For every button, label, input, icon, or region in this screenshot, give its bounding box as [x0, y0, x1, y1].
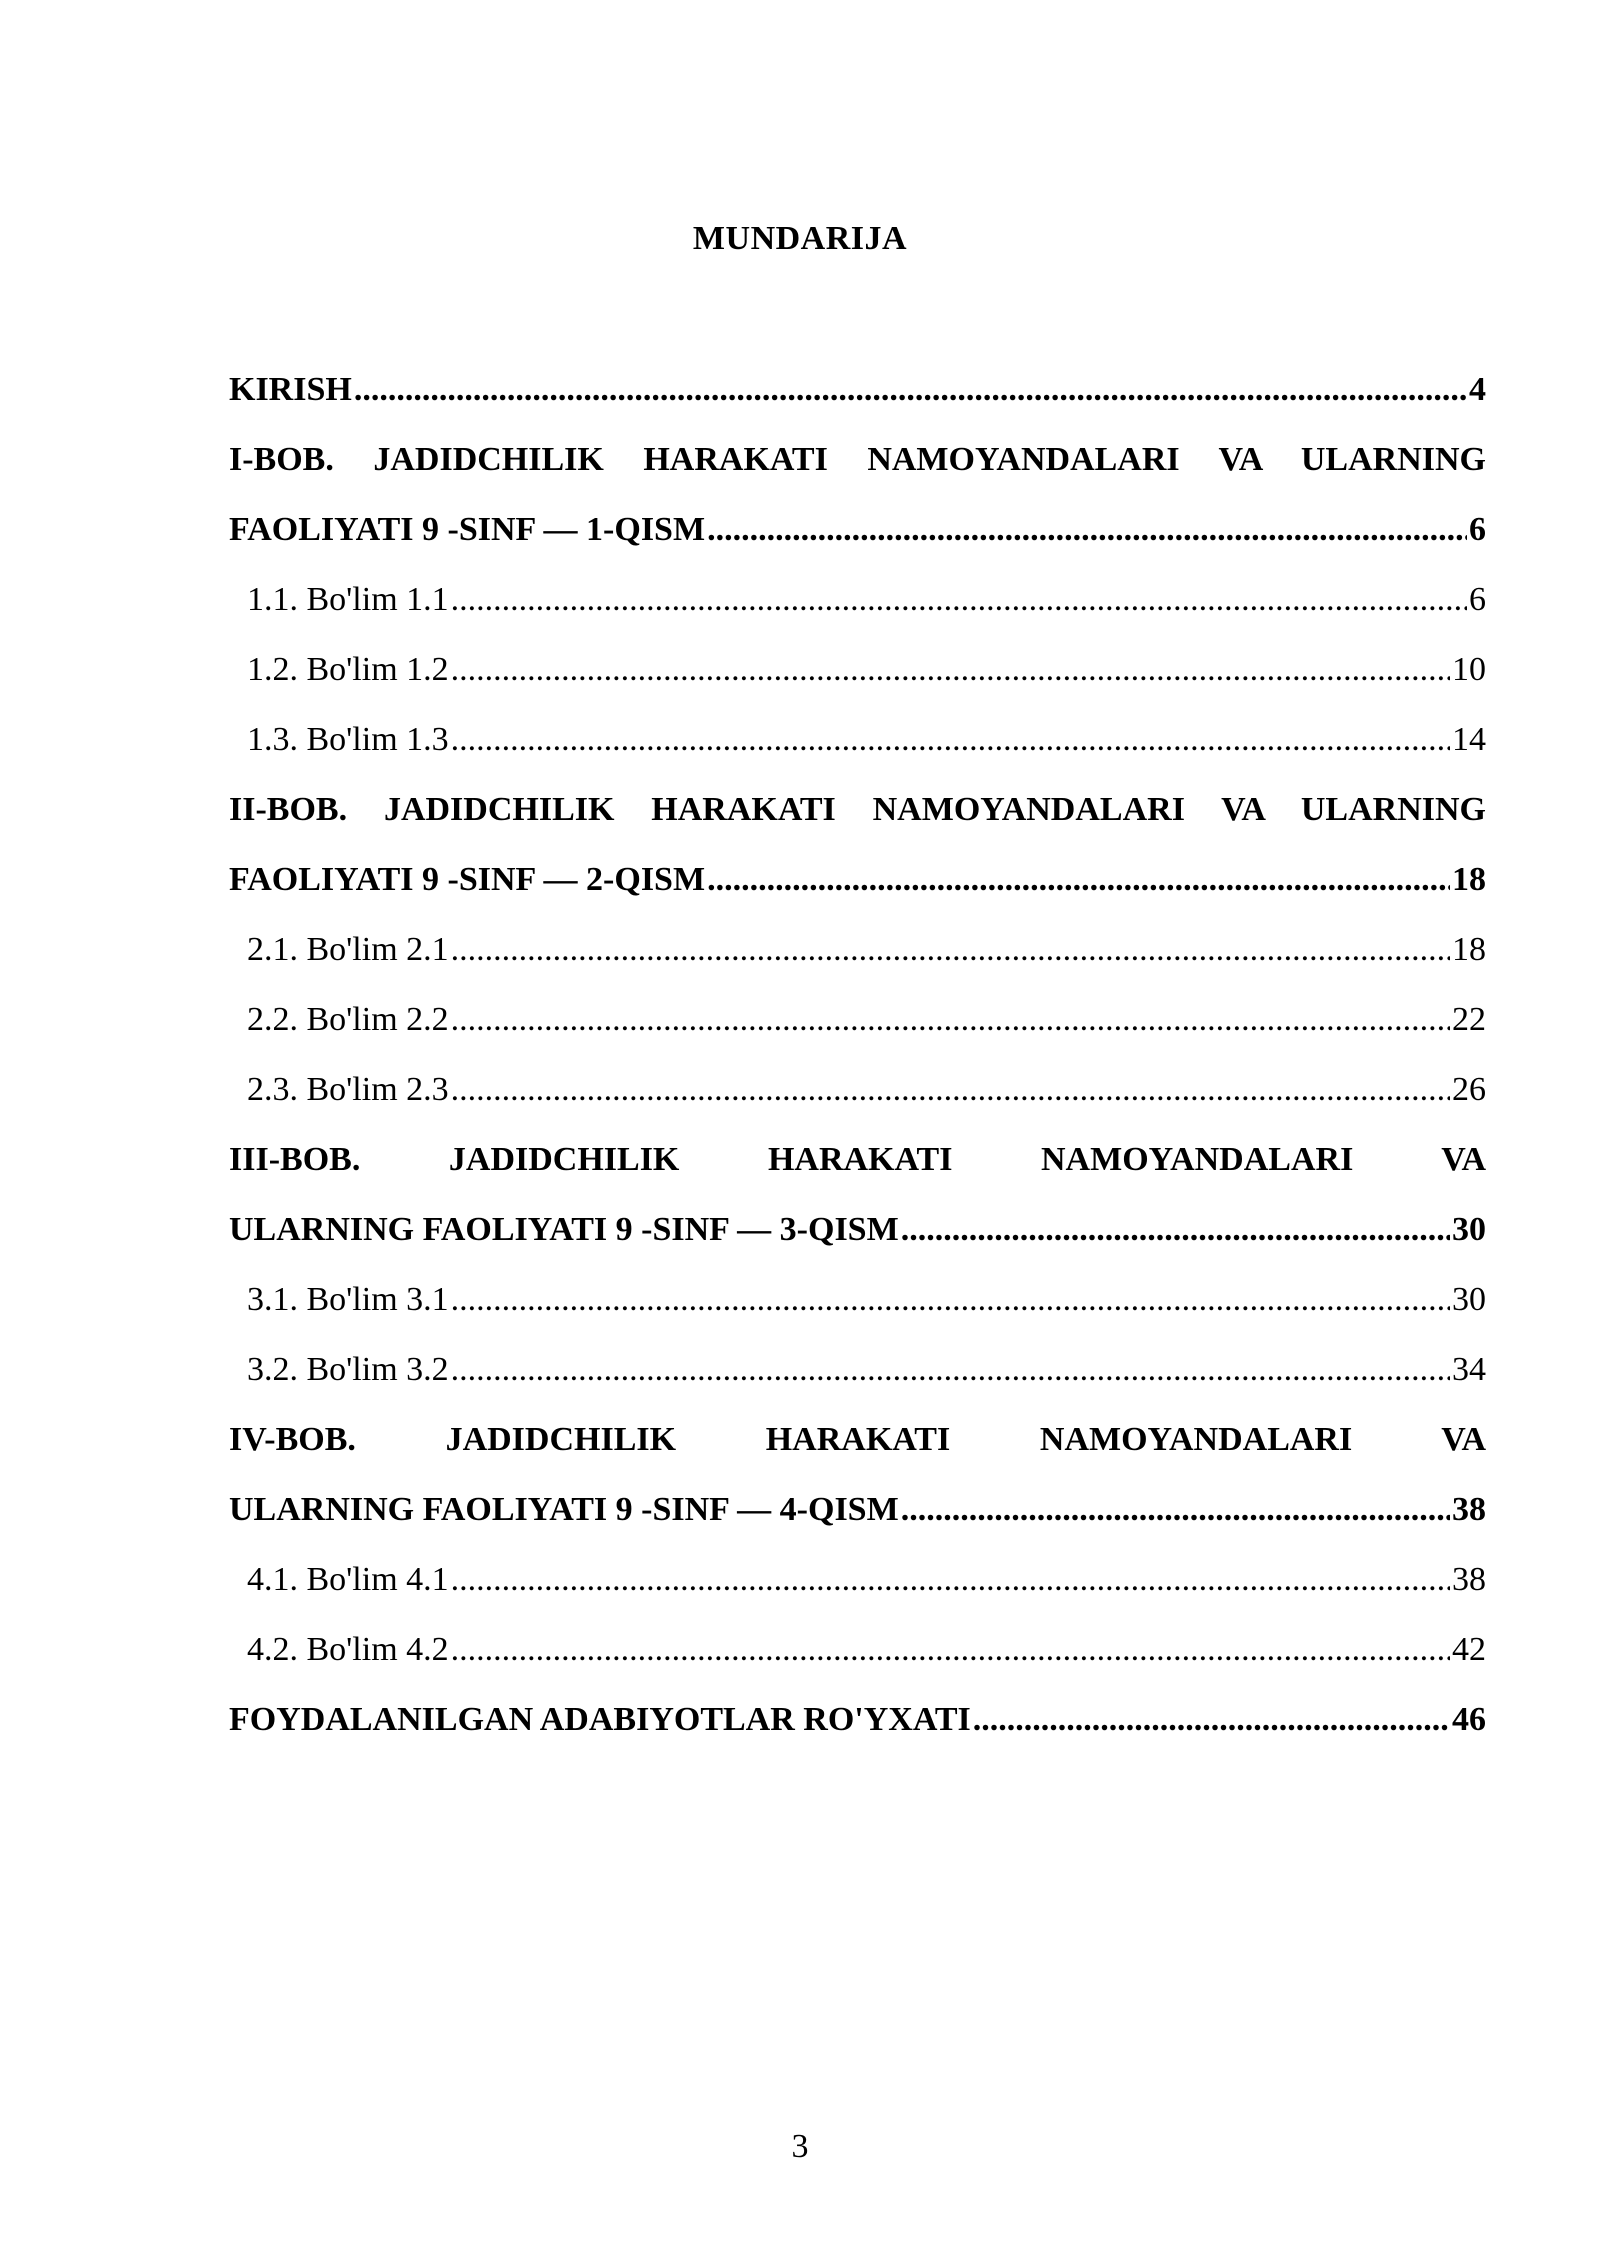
toc-entry-chapter-4[interactable] [229, 1405, 1486, 1545]
toc-page-number: 38 [1452, 1491, 1486, 1528]
dot-leader [451, 915, 1450, 985]
toc-entry-label-line-2: ULARNING FAOLIYATI 9 -SINF — 4-QISM [229, 1491, 899, 1528]
dot-leader [451, 1055, 1450, 1125]
toc-entry-chapter-1[interactable] [229, 425, 1486, 565]
toc-page-number: 38 [1452, 1561, 1486, 1598]
toc-entry-section-4-2[interactable] [229, 1615, 1486, 1685]
toc-entry-label: 1.3. Bo'lim 1.3 [247, 721, 449, 758]
toc-entry-label-line-1: IV-BOB. JADIDCHILIK HARAKATI NAMOYANDALARI VA [229, 1421, 1486, 1458]
toc-page-number: 18 [1452, 931, 1486, 968]
page-title: MUNDARIJA [692, 220, 908, 257]
toc-entry-section-2-3[interactable] [229, 1055, 1486, 1125]
toc-entry-section-4-1[interactable] [229, 1545, 1486, 1615]
page-number: 3 [791, 2128, 809, 2165]
toc-page-number: 30 [1452, 1211, 1486, 1248]
dot-leader [451, 985, 1450, 1055]
toc-entry-label: 1.1. Bo'lim 1.1 [247, 581, 449, 618]
toc-page-number: 10 [1452, 651, 1486, 688]
toc-entry-chapter-2[interactable] [229, 775, 1486, 915]
toc-page-number: 6 [1469, 581, 1486, 618]
toc-entry-label-line-1: III-BOB. JADIDCHILIK HARAKATI NAMOYANDALARI VA [229, 1141, 1486, 1178]
toc-entry-section-1-2[interactable] [229, 635, 1486, 705]
toc-page-number: 18 [1452, 861, 1486, 898]
dot-leader [451, 635, 1450, 705]
dot-leader [973, 1685, 1450, 1755]
toc-page-number: 14 [1452, 721, 1486, 758]
toc-entry-label: 1.2. Bo'lim 1.2 [247, 651, 449, 688]
dot-leader [451, 1615, 1450, 1685]
toc-entry-label: 4.2. Bo'lim 4.2 [247, 1631, 449, 1668]
toc-entry-kirish[interactable] [229, 355, 1486, 425]
toc-entry-label: 2.1. Bo'lim 2.1 [247, 931, 449, 968]
toc-page-number: 30 [1452, 1281, 1486, 1318]
toc-page-number: 42 [1452, 1631, 1486, 1668]
dot-leader [707, 845, 1450, 915]
toc-entry-section-1-1[interactable] [229, 565, 1486, 635]
toc-page-number: 4 [1469, 371, 1486, 408]
toc-entry-section-2-2[interactable] [229, 985, 1486, 1055]
toc-entry-label-line-2: FAOLIYATI 9 -SINF — 1-QISM [229, 511, 706, 548]
toc-entry-section-1-3[interactable] [229, 705, 1486, 775]
toc-entry-label-line-1: II-BOB. JADIDCHILIK HARAKATI NAMOYANDALARI VA ULARNING [229, 791, 1486, 828]
dot-leader [451, 705, 1450, 775]
toc-page-number: 34 [1452, 1351, 1486, 1388]
toc-entry-section-3-1[interactable] [229, 1265, 1486, 1335]
toc-entry-section-3-2[interactable] [229, 1335, 1486, 1405]
dot-leader [901, 1475, 1450, 1545]
toc-entry-label: KIRISH [229, 371, 352, 408]
toc-entry-label: FOYDALANILGAN ADABIYOTLAR RO'YXATI [229, 1701, 971, 1738]
dot-leader [451, 565, 1467, 635]
dot-leader [451, 1265, 1450, 1335]
toc-entry-chapter-3[interactable] [229, 1125, 1486, 1265]
dot-leader [901, 1195, 1450, 1265]
toc-page-number: 22 [1452, 1001, 1486, 1038]
toc-page-number: 46 [1452, 1701, 1486, 1738]
toc-entry-label: 3.2. Bo'lim 3.2 [247, 1351, 449, 1388]
toc-entry-label: 4.1. Bo'lim 4.1 [247, 1561, 449, 1598]
toc-entry-section-2-1[interactable] [229, 915, 1486, 985]
toc-entry-label: 3.1. Bo'lim 3.1 [247, 1281, 449, 1318]
toc-page-number: 6 [1469, 511, 1486, 548]
toc-page-number: 26 [1452, 1071, 1486, 1108]
toc-entry-label-line-2: FAOLIYATI 9 -SINF — 2-QISM [229, 861, 706, 898]
dot-leader [707, 495, 1467, 565]
toc-entry-bibliography[interactable] [229, 1685, 1486, 1755]
dot-leader [451, 1335, 1450, 1405]
dot-leader [354, 355, 1467, 425]
toc-entry-label: 2.2. Bo'lim 2.2 [247, 1001, 449, 1038]
dot-leader [451, 1545, 1450, 1615]
toc-entry-label-line-2: ULARNING FAOLIYATI 9 -SINF — 3-QISM [229, 1211, 899, 1248]
toc-entry-label-line-1: I-BOB. JADIDCHILIK HARAKATI NAMOYANDALARI VA ULARNING [229, 441, 1486, 478]
toc-entry-label: 2.3. Bo'lim 2.3 [247, 1071, 449, 1108]
table-of-contents [229, 355, 1486, 1755]
